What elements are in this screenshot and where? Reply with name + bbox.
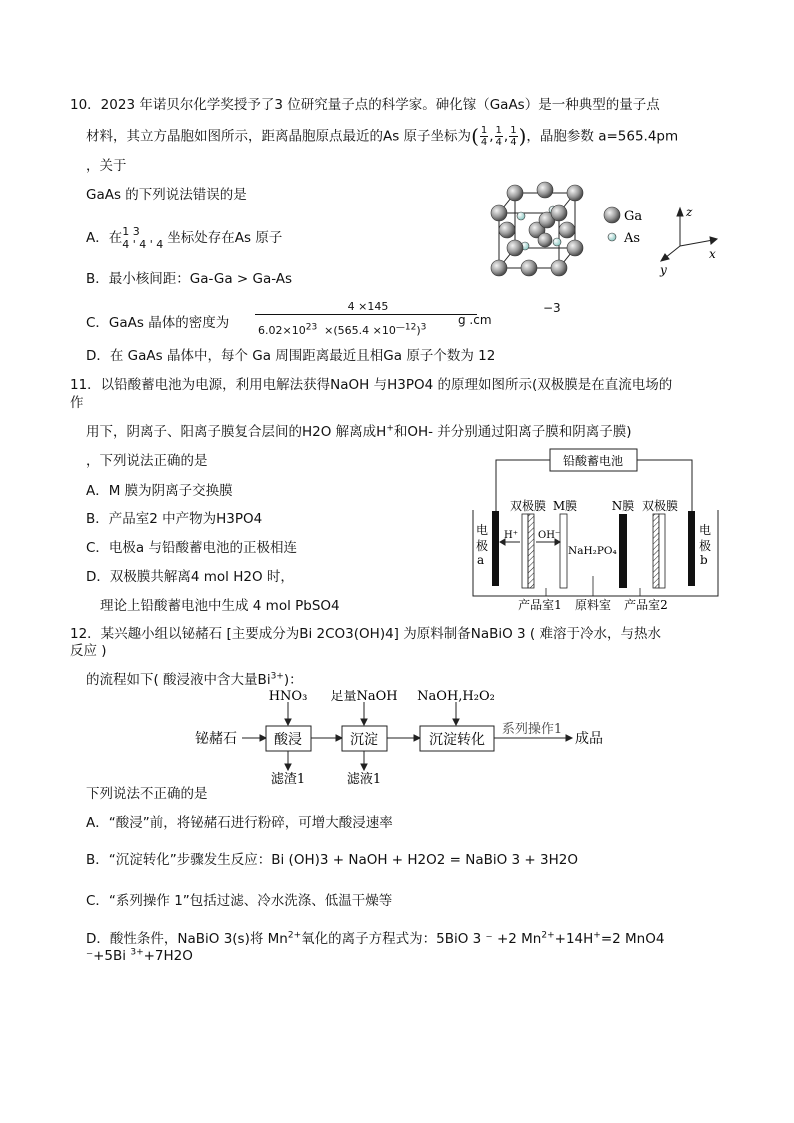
n-membrane-label: N膜 <box>611 499 635 513</box>
flow-naoh-label: 足量NaOH <box>330 690 398 704</box>
electrode-a <box>492 511 499 586</box>
q10-option-a-text: 坐标处存在As 原子 <box>167 230 283 246</box>
n-membrane <box>619 514 627 588</box>
flow-operation-label: 系列操作1 <box>501 722 563 737</box>
bipolar-membrane-2 <box>653 514 665 588</box>
q10-stem-line3: ，关于 <box>86 158 127 174</box>
q10-stem-line2: 材料，其立方晶胞如图所示，距离晶胞原点最近的As 原子坐标为( $\frac{1}{4}$ , $\frac{1}{4}$ , $\frac{1}{4}$ )，晶胞参数 a=565.4pm <box>86 124 679 148</box>
m-membrane <box>560 514 567 588</box>
q10-density-fraction-bar <box>255 314 477 315</box>
q11-option-a: A．M 膜为阴离子交换膜 <box>86 483 233 499</box>
axis-z-label: z <box>686 205 693 219</box>
q12-option-b: B．“沉淀转化”步骤发生反应：Bi (OH)3 + NaOH + H2O2 = NaBiO 3 + 3H2O <box>86 852 578 868</box>
bipolar-membrane-1 <box>522 514 534 588</box>
ga-atoms <box>491 182 583 276</box>
q10-stem-line1: 10．2023 年诺贝尔化学奖授予了3 位研究量子点的科学家。砷化镓（GaAs）是一种典型的量子点 <box>70 97 660 113</box>
electrode-b-char3: b <box>700 553 708 567</box>
product-room-1-label: 产品室1 <box>518 598 562 612</box>
q12-stem-line4: 下列说法不正确的是 <box>86 786 208 802</box>
bipolar-membrane-2-label: 双极膜 <box>641 499 679 513</box>
q12-option-d-continued: ⁻+5Bi $^{3+}$+7H2O <box>86 947 193 964</box>
q10-density-unit: g .cm <box>458 313 492 327</box>
q10-density-unit-exponent: −3 <box>543 301 561 315</box>
q11-option-d-continued: 理论上铅酸蓄电池中生成 4 mol PbSO4 <box>100 598 340 614</box>
q11-stem-line4: ，下列说法正确的是 <box>86 453 208 469</box>
electrode-b <box>688 511 695 586</box>
legend-ga-symbol <box>604 207 620 223</box>
q10-option-a <box>86 225 282 251</box>
flow-box1-label: 酸浸 <box>274 732 302 748</box>
bipolar-membrane-1-label: 双极膜 <box>509 499 547 513</box>
legend-as-label: As <box>624 231 641 246</box>
product-room-2-label: 产品室2 <box>624 598 668 612</box>
q11-stem-line1: 11．以铅酸蓄电池为电源，利用电解法获得NaOH 与H3PO4 的原理如图所示(双极膜是在直流电场的 <box>70 377 673 393</box>
q12-stem-line2: 反应 ) <box>70 643 107 659</box>
q10-option-c-label: C．GaAs 晶体的密度为 <box>86 315 230 331</box>
q12-option-a: A．“酸浸”前，将铋赭石进行粉碎，可增大酸浸速率 <box>86 815 393 831</box>
q10-option-a-coord-bottom: 4 ' 4 ' 4 <box>122 238 164 251</box>
q11-option-b: B．产品室2 中产物为H3PO4 <box>86 511 263 527</box>
q12-stem-line1: 12．某兴趣小组以铋赭石 [主要成分为Bi 2CO3(OH)4] 为原料制备NaBiO 3 ( 难溶于冷水，与热水 <box>70 626 661 642</box>
legend-ga-label: Ga <box>624 209 643 224</box>
q10-stem-line4: GaAs 的下列说法错误的是 <box>86 187 247 203</box>
raw-material-room-label: 原料室 <box>574 598 612 612</box>
q10-stem-line2-text: 材料，其立方晶胞如图所示，距离晶胞原点最近的As 原子坐标为 <box>86 128 472 145</box>
q12-option-c: C．“系列操作 1”包括过滤、冷水洗涤、低温干燥等 <box>86 893 393 909</box>
flow-filtrate-label: 滤液1 <box>346 772 382 787</box>
gaas-unit-cell-figure <box>485 180 725 280</box>
q10-option-b: B．最小核间距：Ga-Ga > Ga-As <box>86 271 293 287</box>
q10-option-a-label: A．在 <box>86 230 123 246</box>
q11-option-c: C．电极a 与铅酸蓄电池的正极相连 <box>86 540 297 556</box>
electrode-b-char1: 电 <box>699 523 712 537</box>
electrolysis-cell-figure <box>468 446 724 616</box>
flow-box3-label: 沉淀转化 <box>429 732 485 748</box>
h-plus-label: H⁺ <box>504 530 518 541</box>
q12-option-d: D．酸性条件，NaBiO 3(s)将 $Mn^{2+}$氧化的离子方程式为：5BiO 3 ⁻ +2 $Mn^{2+}+14H^+=2$ MnO4 <box>86 930 665 947</box>
flow-residue-label: 滤渣1 <box>270 772 306 787</box>
flow-hno3-label: HNO₃ <box>268 690 308 704</box>
legend-as-symbol <box>608 233 616 241</box>
q11-stem-line3: 用下，阴离子、阳离子膜复合层间的H2O 解离成H+和OH- 并分别通过阳离子膜和阴离子膜) <box>86 423 632 440</box>
m-membrane-label: M膜 <box>552 499 578 513</box>
electrode-a-char2: 极 <box>476 539 489 553</box>
flow-product-label: 成品 <box>575 731 603 747</box>
flow-naoh-h2o2-label: NaOH,H₂O₂ <box>417 690 495 704</box>
oh-minus-label: OH⁻ <box>538 530 561 541</box>
q10-density-numerator: 4 ×145 <box>347 300 389 313</box>
q10-lattice-param: ，晶胞参数 a=565.4pm <box>526 128 679 145</box>
q10-option-d: D．在 GaAs 晶体中，每个 Ga 周围距离最近且相Ga 原子个数为 12 <box>86 348 496 364</box>
q11-option-d: D．双极膜共解离4 mol H2O 时， <box>86 569 294 585</box>
flow-box2-label: 沉淀 <box>350 732 378 748</box>
axis-y-label: y <box>660 263 667 277</box>
q10-coord-x: $\frac{1}{4}$ <box>480 125 488 148</box>
nah2po4-label: NaH₂PO₄ <box>568 545 617 557</box>
electrode-a-char1: 电 <box>476 523 489 537</box>
electrode-b-char2: 极 <box>699 539 712 553</box>
q11-stem-line2: 作 <box>70 395 84 411</box>
axis-x-label: x <box>709 247 716 261</box>
q10-option-a-coord-top: 1 3 <box>122 225 140 238</box>
q12-stem-line3: 的流程如下( 酸浸液中含大量$Bi^{3+}$)： <box>86 671 303 688</box>
electrode-a-char3: a <box>477 553 485 567</box>
process-flow-diagram <box>190 690 610 790</box>
q10-coord-z: $\frac{1}{4}$ <box>510 125 517 148</box>
q10-density-denominator: $6.02\times 10^{23} \times(565.4 \times 10^{—12})^3$ <box>258 322 427 337</box>
battery-label: 铅酸蓄电池 <box>562 454 624 468</box>
flow-start-label: 铋赭石 <box>195 731 237 747</box>
q10-coord-y: $\frac{1}{4}$ <box>495 125 502 148</box>
